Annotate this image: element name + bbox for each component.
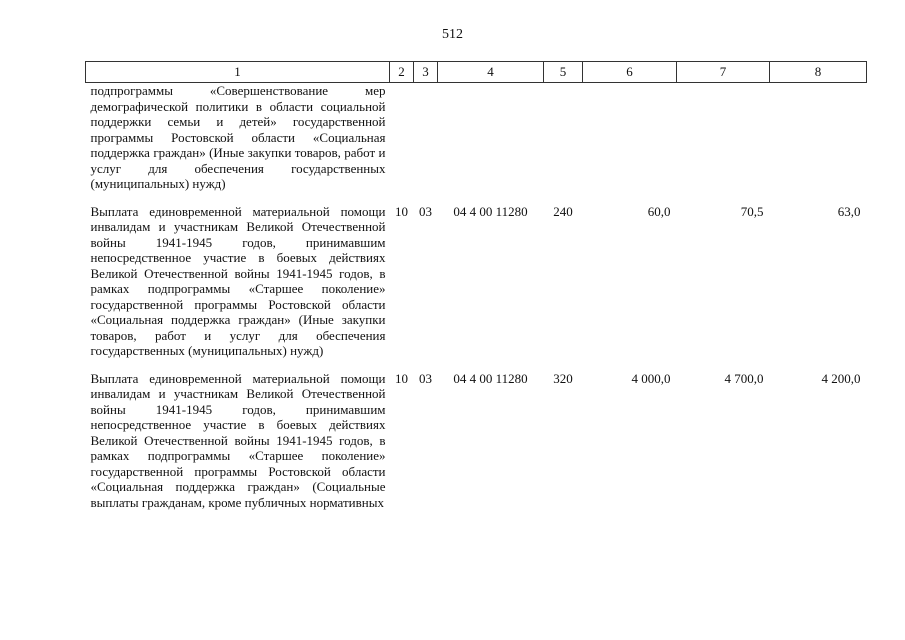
row-description: подпрограммы «Совершенствование мер демографической политики в области социальной поддержки семьи и детей» государственной программы Ростовской области «Социальная поддержка граждан» (Иные закупки товаров, работ и услуг для обеспечения государственных (муниципальных) нужд) (90, 83, 386, 191)
table-row (86, 198, 867, 365)
row-amount-3: 4 200,0 (821, 370, 861, 386)
table-row (86, 83, 867, 198)
row-amount-3 (770, 83, 867, 198)
row-amount-1: 4 000,0 (631, 370, 671, 386)
budget-table (85, 61, 867, 516)
column-header: 3 (414, 62, 438, 83)
page-number: 512 (442, 27, 463, 42)
row-amount-1: 60,0 (647, 203, 671, 219)
column-header: 1 (86, 62, 390, 83)
column-header: 2 (390, 62, 414, 83)
row-target-code (438, 83, 544, 198)
row-section: 10 (395, 370, 408, 386)
row-description: Выплата единовременной материальной помощи инвалидам и участникам Великой Отечественной войны 1941-1945 годов, принимавшим непосредственное участие в боевых действиях Великой Отечественной войны 1941-1945 годов, в рамках подпрограммы «Старшее поколение» государственной программы Ростовской области «Социальная поддержка граждан» (Социальные выплаты гражданам, кроме публичных нормативных (90, 370, 386, 510)
table-header-row (86, 62, 867, 83)
row-subsection: 03 (419, 203, 432, 219)
row-subsection: 03 (419, 370, 432, 386)
column-header: 5 (544, 62, 583, 83)
table-row (86, 365, 867, 517)
row-expense-type: 240 (553, 203, 573, 219)
row-section: 10 (395, 203, 408, 219)
column-header: 6 (583, 62, 677, 83)
row-target-code: 04 4 00 11280 (453, 203, 528, 219)
row-amount-2 (677, 83, 770, 198)
row-description: Выплата единовременной материальной помощи инвалидам и участникам Великой Отечественной войны 1941-1945 годов, принимавшим непосредственное участие в боевых действиях Великой Отечественной войны 1941-1945 годов, в рамках подпрограммы «Старшее поколение» государственной программы Ростовской области «Социальная поддержка граждан» (Иные закупки товаров, работ и услуг для обеспечения государственных (муниципальных) нужд) (90, 203, 386, 358)
row-subsection (414, 83, 438, 198)
row-section (390, 83, 414, 198)
row-amount-2: 4 700,0 (724, 370, 764, 386)
row-expense-type: 320 (553, 370, 573, 386)
row-expense-type (544, 83, 583, 198)
row-target-code: 04 4 00 11280 (453, 370, 528, 386)
row-amount-3: 63,0 (837, 203, 861, 219)
column-header: 7 (677, 62, 770, 83)
row-amount-1 (583, 83, 677, 198)
column-header: 8 (770, 62, 867, 83)
column-header: 4 (438, 62, 544, 83)
row-amount-2: 70,5 (740, 203, 764, 219)
